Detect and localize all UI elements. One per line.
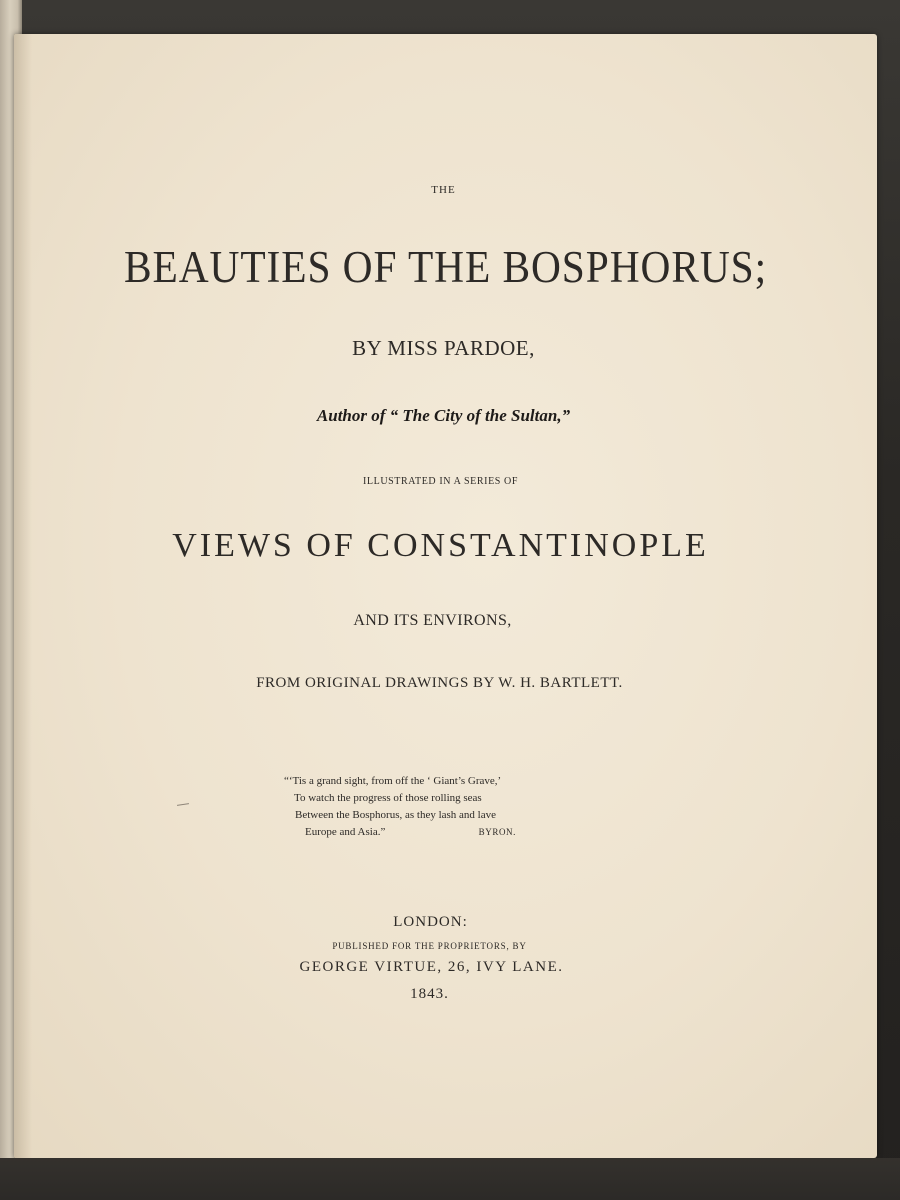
title-article: THE bbox=[431, 184, 456, 196]
views-title: VIEWS OF CONSTANTINOPLE bbox=[172, 527, 709, 564]
epigraph-line: To watch the progress of those rolling seas bbox=[294, 792, 482, 804]
stray-mark bbox=[177, 803, 189, 806]
imprint-city: LONDON: bbox=[393, 914, 468, 930]
illustrated-line: ILLUSTRATED IN A SERIES OF bbox=[362, 476, 519, 487]
author-line: BY MISS PARDOE, bbox=[352, 336, 535, 360]
author-other-work: Author of “ The City of the Sultan,” bbox=[316, 406, 571, 425]
environs-line: AND ITS ENVIRONS, bbox=[353, 612, 512, 629]
imprint-year: 1843. bbox=[410, 986, 449, 1002]
book-title: BEAUTIES OF THE BOSPHORUS; bbox=[123, 242, 768, 292]
epigraph-line: Europe and Asia.” bbox=[305, 826, 386, 838]
table-edge bbox=[0, 1158, 900, 1200]
imprint-published: PUBLISHED FOR THE PROPRIETORS, BY bbox=[332, 941, 527, 951]
drawings-credit: FROM ORIGINAL DRAWINGS BY W. H. BARTLETT. bbox=[256, 675, 623, 691]
epigraph-line: Between the Bosphorus, as they lash and lave bbox=[295, 809, 497, 821]
epigraph-attribution: BYRON. bbox=[478, 827, 516, 837]
epigraph-line: “‘Tis a grand sight, from off the ‘ Giant’s Grave,’ bbox=[284, 775, 502, 787]
imprint-publisher: GEORGE VIRTUE, 26, IVY LANE. bbox=[299, 959, 564, 975]
epigraph bbox=[284, 773, 534, 841]
title-page bbox=[14, 34, 877, 1158]
